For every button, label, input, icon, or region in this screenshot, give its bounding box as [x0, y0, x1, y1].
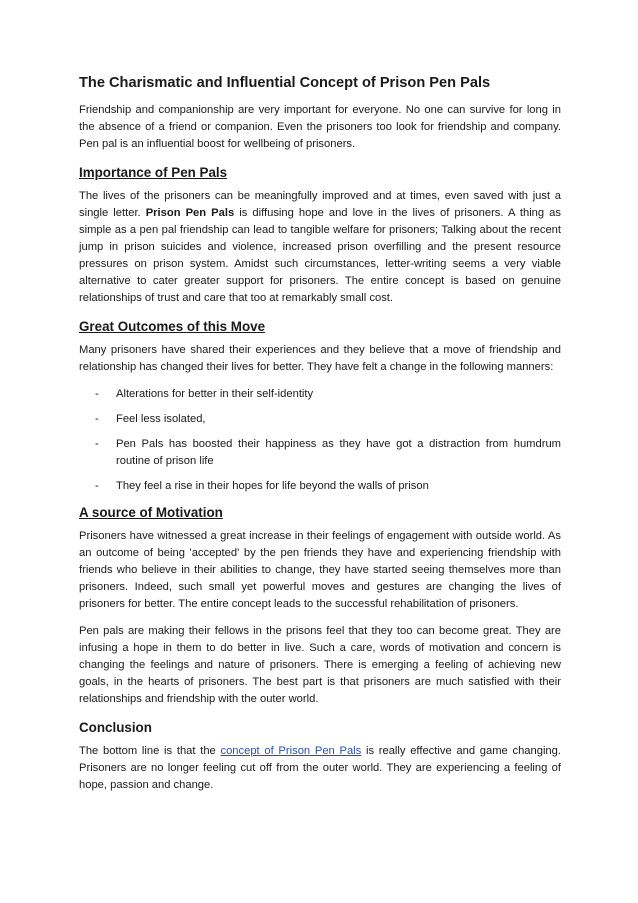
section-heading-conclusion: Conclusion: [79, 720, 152, 735]
list-item-text: Pen Pals has boosted their happiness as they have got a distraction from humdrum routine of prison life: [116, 438, 561, 467]
dash-bullet: -: [95, 480, 99, 492]
dash-bullet: -: [95, 388, 99, 400]
motivation-paragraph-1: Prisoners have witnessed a great increase in their feelings of engagement with outside world. As an outcome of being 'accepted' by the pen friends they have and experiencing friendship with friends who believe in their abilities to change, they have started seeing themselves more than prisoners. Indeed, such small yet powerful moves and gestures are changing the lives of prisoners for better. The entire concept leads to the successful rehabilitation of prisoners.: [79, 530, 561, 610]
outcomes-paragraph: Many prisoners have shared their experiences and they believe that a move of friendship and relationship has changed their lives for better. They have felt a change in the following manners:: [79, 344, 561, 373]
list-item-text: Alterations for better in their self-identity: [116, 388, 314, 400]
list-item-text: Feel less isolated,: [116, 413, 206, 425]
outcomes-list: [79, 386, 561, 495]
conclusion-paragraph: [79, 743, 561, 794]
page-title: The Charismatic and Influential Concept of Prison Pen Pals: [79, 75, 491, 91]
document-content: [79, 73, 561, 804]
dash-bullet: -: [95, 438, 99, 450]
importance-text-end: is diffusing hope and love in the lives of prisoners. A thing as simple as a pen pal friendship can lead to tangible welfare for prisoners; Talking about the recent jump in prison suicides and violence, increased prison overfilling and the present resource pressures on prison system. Amidst such circumstances, letter-writing seems a very viable alternative to cater greater support for prisoners. The entire concept is based on genuine relationships of trust and care that too at remarkably small cost.: [79, 207, 561, 304]
list-item: [79, 411, 561, 428]
section-heading-outcomes: Great Outcomes of this Move: [79, 319, 266, 334]
dash-bullet: -: [95, 413, 99, 425]
importance-paragraph: [79, 188, 561, 307]
list-item: [79, 436, 561, 470]
section-heading-importance: Importance of Pen Pals: [79, 165, 228, 180]
list-item: [79, 386, 561, 403]
list-item-text: They feel a rise in their hopes for life beyond the walls of prison: [116, 480, 429, 492]
motivation-paragraph-2: Pen pals are making their fellows in the prisons feel that they too can become great. They are infusing a hope in them to do better in live. Such a care, words of motivation and concern is changing the feelings and nature of prisoners. There is emerging a feeling of achieving new goals, in the hearts of prisoners. The best part is that prisoners are much satisfied with their relationships and friendship with the outer world.: [79, 625, 561, 705]
importance-text-start: The lives of the prisoners can be meaningfully improved and at times, even saved with just a single letter.: [79, 190, 561, 219]
intro-paragraph: Friendship and companionship are very important for everyone. No one can survive for long in the absence of a friend or companion. Even the prisoners too look for friendship and company. Pen pal is an influential boost for wellbeing of prisoners.: [79, 104, 561, 150]
section-heading-motivation: A source of Motivation: [79, 505, 223, 520]
prison-pen-pals-link[interactable]: concept of Prison Pen Pals: [220, 745, 362, 757]
list-item: [79, 478, 561, 495]
prison-pen-pals-bold: Prison Pen Pals: [145, 207, 235, 219]
conclusion-text-start: The bottom line is that the: [79, 745, 221, 757]
conclusion-text-end: is really effective and game changing. Prisoners are no longer feeling cut off from the outer world. They are experiencing a feeling of hope, passion and change.: [79, 745, 561, 791]
